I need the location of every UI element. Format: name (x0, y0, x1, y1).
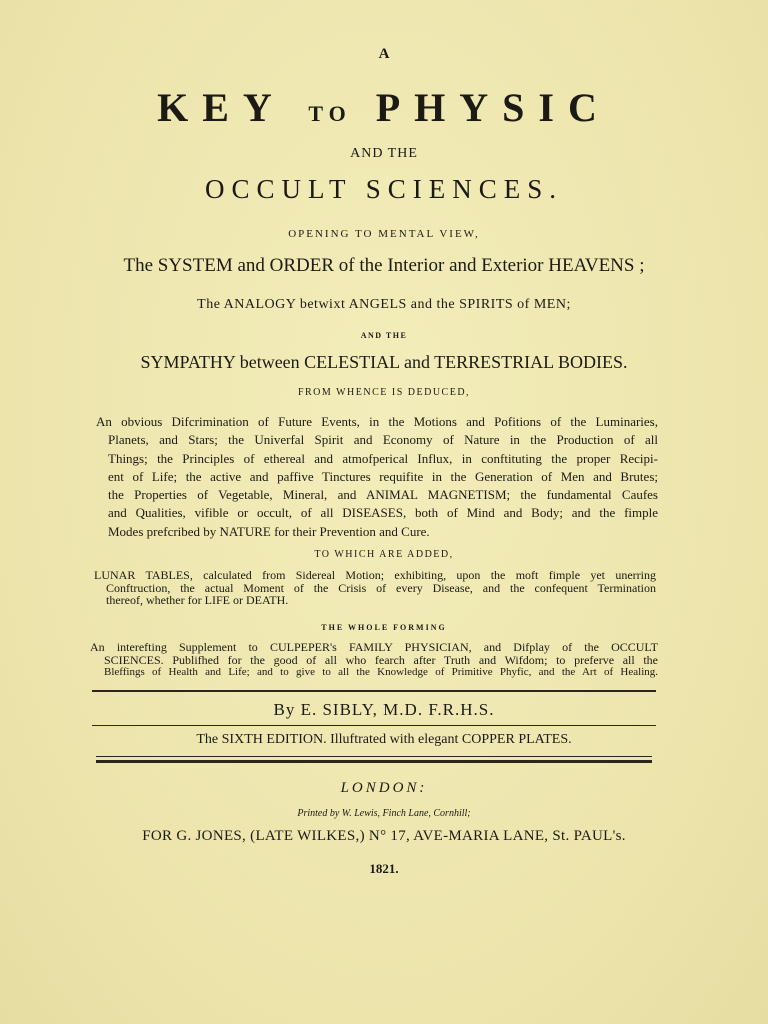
deduced-line: FROM WHENCE IS DEDUCED, (297, 387, 471, 398)
publisher-line: FOR G. JONES, (LATE WILKES,) N° 17, AVE-MARIA LANE, St. PAUL's. (142, 828, 626, 844)
author-line: By E. SIBLY, M.D. F.R.H.S. (273, 700, 495, 719)
city-line: LONDON: (340, 780, 428, 796)
top-rule (92, 690, 656, 692)
occult-sciences-title: OCCULT SCIENCES. (204, 174, 564, 204)
printer-line: Printed by W. Lewis, Finch Lane, Cornhill; (297, 808, 471, 819)
opening-line: OPENING TO MENTAL VIEW, (288, 228, 480, 240)
paragraph-line: An interefting Supplement to CULPEPER's FAMILY PHYSICIAN, and Difplay of the OCCULT (90, 640, 658, 654)
and-the-line-1: AND THE (350, 146, 418, 161)
supplement-paragraph (90, 641, 658, 679)
double-rule-thick (96, 760, 652, 763)
paragraph-line: SCIENCES. Publifhed for the good of all who fearch after Truth and Wifdom; to preferve all the (104, 652, 658, 667)
added-line: TO WHICH ARE ADDED, (314, 549, 454, 560)
paragraph-line: An obvious Difcrimination of Future Events, in the Motions and Pofitions of the Luminaries, (96, 414, 658, 429)
forming-line: THE WHOLE FORMING (321, 623, 447, 632)
double-rule-thin (96, 756, 652, 757)
analogy-line: The ANALOGY betwixt ANGELS and the SPIRITS of MEN; (197, 297, 571, 312)
title-to: TO (308, 101, 352, 126)
paragraph-line: Planets, and Stars; the Univerfal Spirit and Economy of Nature in the Production of all (108, 432, 658, 448)
sympathy-line: SYMPATHY between CELESTIAL and TERRESTRIAL BODIES. (140, 352, 628, 372)
paragraph-line: Modes prefcribed by NATURE for their Prevention and Cure. (108, 523, 430, 539)
lunar-tables-paragraph (94, 569, 656, 607)
title-key: KEY (157, 85, 285, 130)
middle-rule (92, 725, 656, 726)
paragraph-line: ent of Life; the active and paffive Tinctures requifite in the Generation of Men and Brutes; (108, 468, 658, 484)
system-line: The SYSTEM and ORDER of the Interior and Exterior HEAVENS ; (123, 255, 645, 276)
main-title (0, 84, 768, 131)
paragraph-line: LUNAR TABLES, calculated from Sidereal Motion; exhibiting, upon the moft fimple yet unerring (94, 568, 656, 582)
edition-line: The SIXTH EDITION. Illuftrated with elegant COPPER PLATES. (196, 732, 572, 747)
paragraph-line: Things; the Principles of ethereal and atmofperical Influx, in conftituting the proper Recipi- (108, 450, 658, 466)
and-the-line-2: AND THE (360, 331, 408, 340)
title-physic: PHYSIC (375, 85, 611, 130)
year-line: 1821. (369, 861, 399, 876)
paragraph-line: the Properties of Vegetable, Mineral, and ANIMAL MAGNETISM; the fundamental Caufes (108, 487, 658, 503)
paragraph-line: and Qualities, vifible or occult, of all DISEASES, both of Mind and Body; and the fimple (108, 505, 658, 521)
paragraph-line: thereof, whether for LIFE or DEATH. (106, 593, 289, 607)
paragraph-line: Bleffings of Health and Life; and to give to all the Knowledge of Primitive Phyfic, and the Art of Healing. (104, 666, 658, 678)
article-a: A (378, 46, 390, 62)
description-paragraph (96, 413, 658, 541)
paragraph-line: Conftruction, the actual Moment of the Crisis of every Disease, and the confequent Termination (106, 580, 656, 595)
